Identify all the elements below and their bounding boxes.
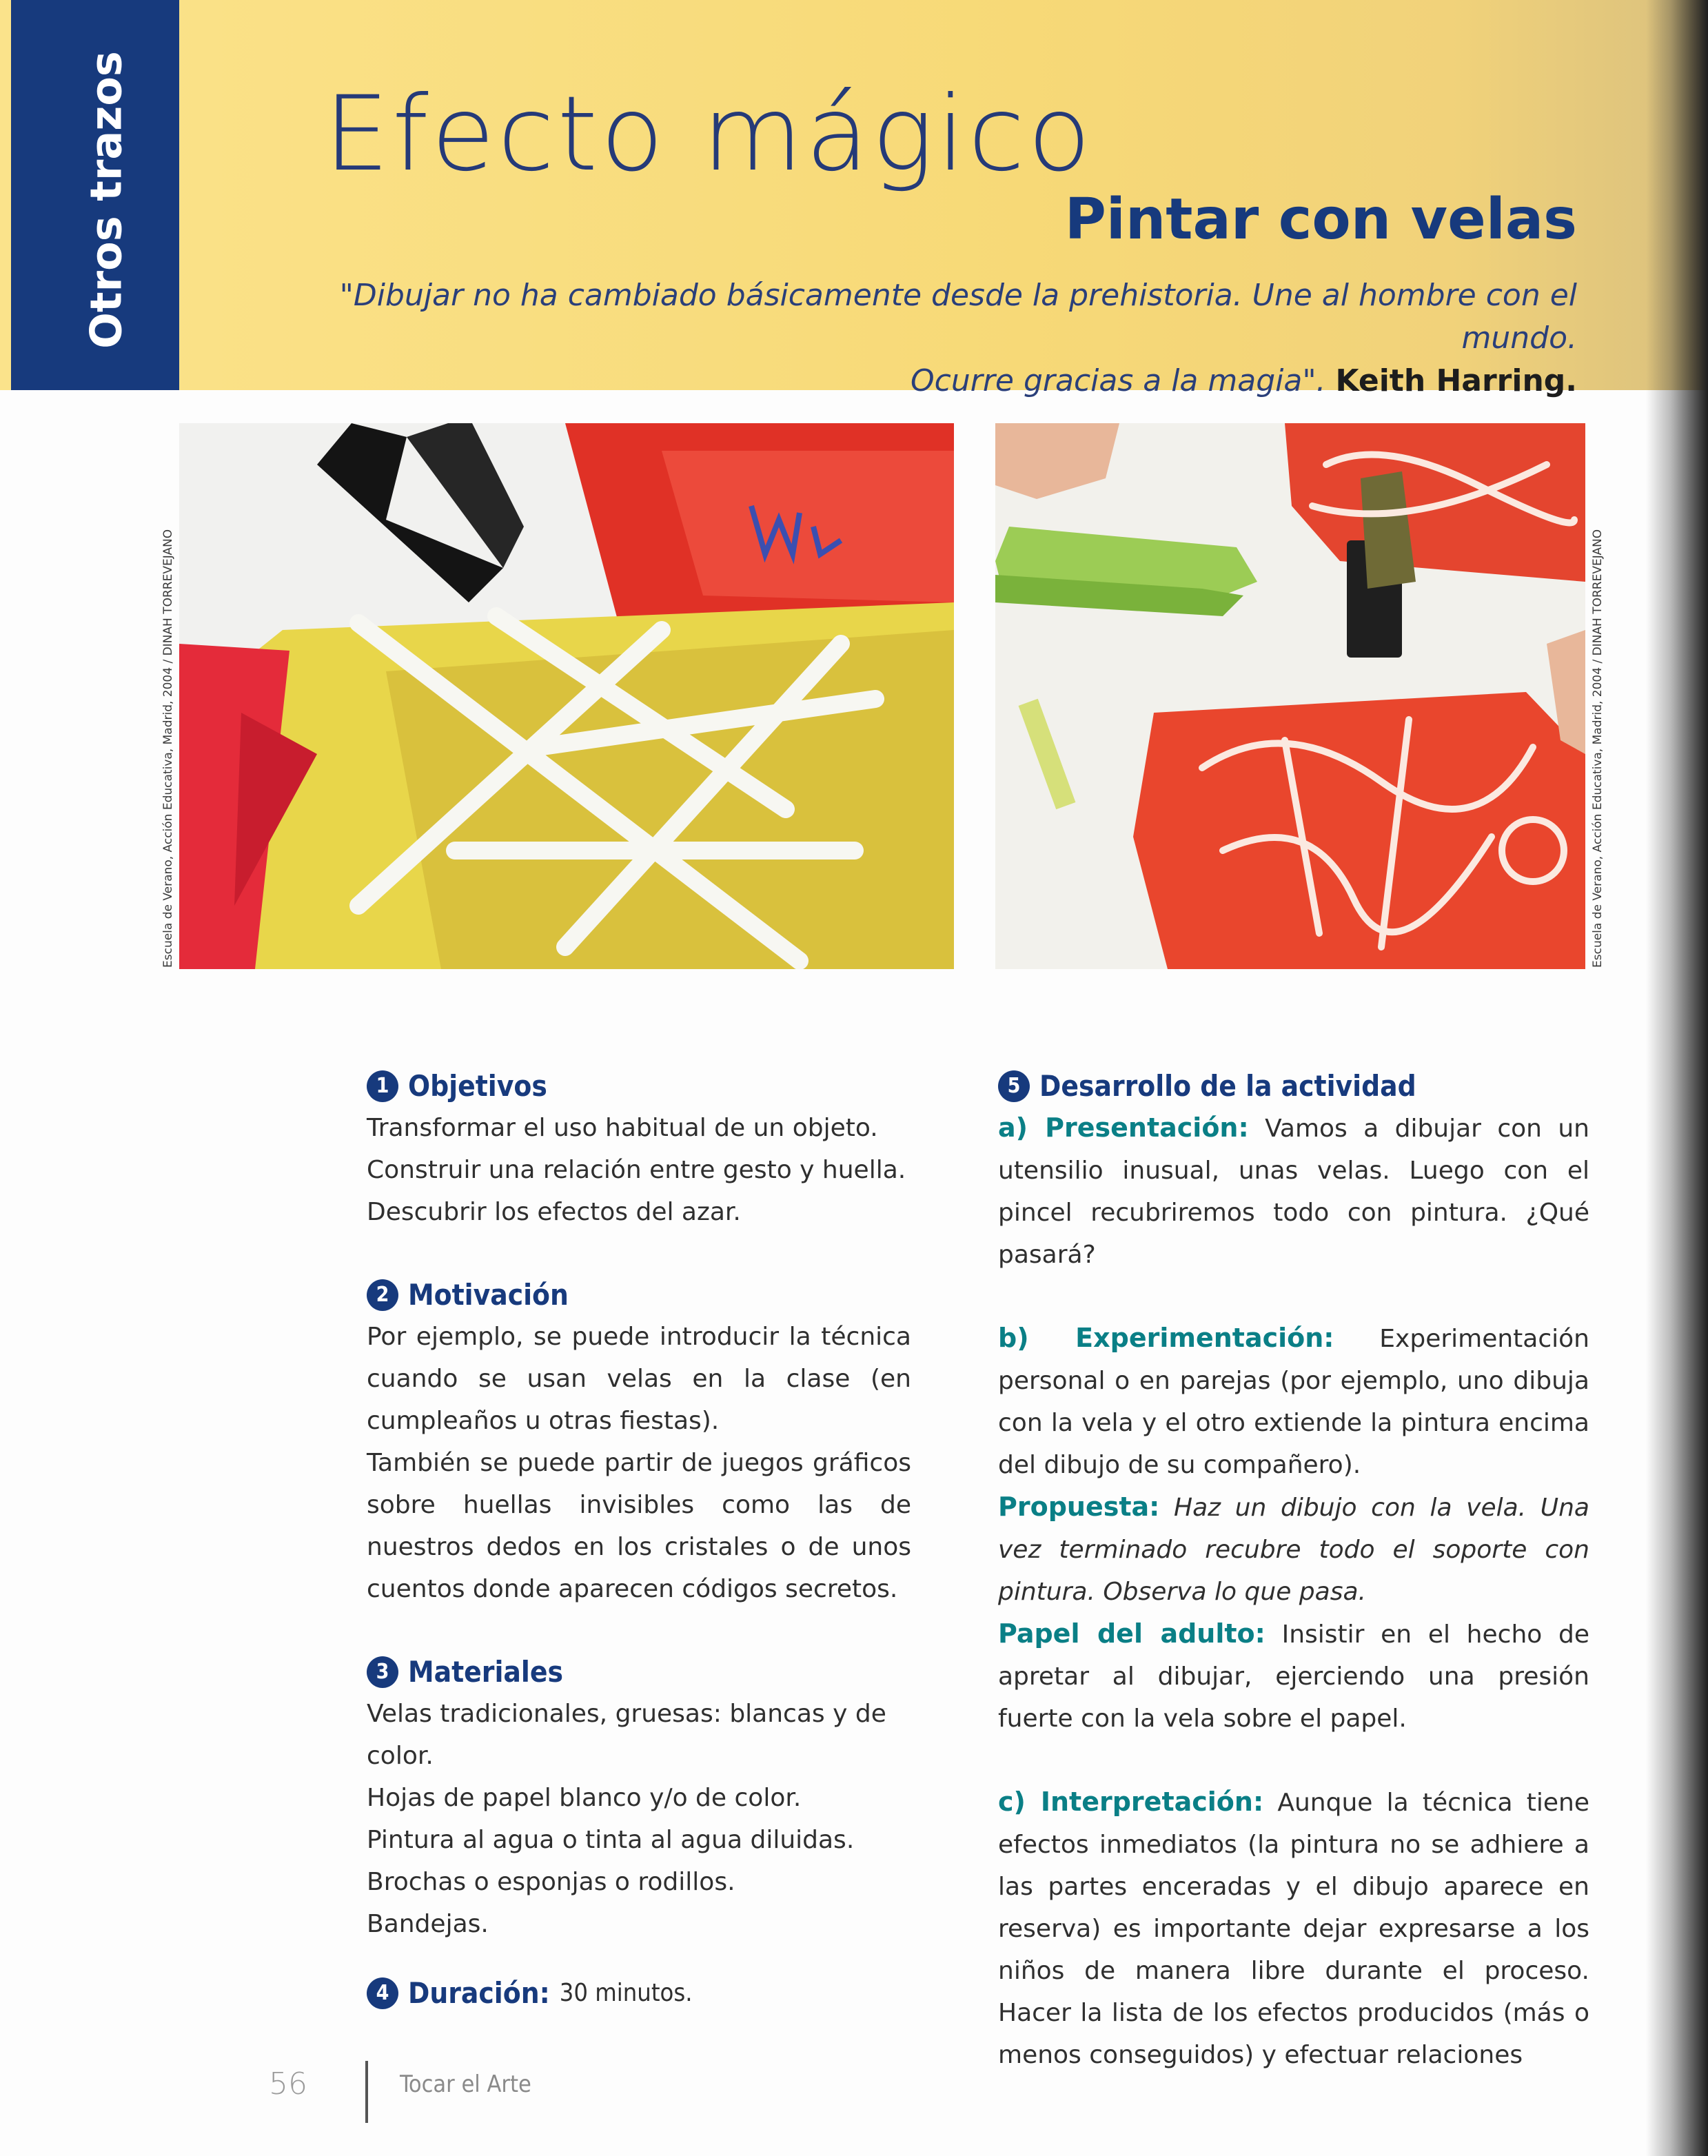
adulto-paragraph	[998, 1613, 1589, 1740]
interpretacion-label: c) Interpretación:	[998, 1787, 1264, 1817]
photo-left	[179, 423, 954, 969]
section-number-badge: 2	[367, 1279, 398, 1311]
section-number-badge: 3	[367, 1656, 398, 1688]
quote-line-2	[267, 360, 1577, 403]
interpretacion-paragraph	[998, 1781, 1589, 2076]
materiales-line: Pintura al agua o tinta al agua diluidas.	[367, 1826, 855, 1854]
materiales-line: Velas tradicionales, gruesas: blancas y de color.	[367, 1700, 886, 1770]
materiales-line: Brochas o esponjas o rodillos.	[367, 1868, 735, 1896]
photo-credit-left: Escuela de Verano, Acción Educativa, Madrid, 2004 / DINAH TORREVEJANO	[161, 529, 175, 968]
quote-line-1: "Dibujar no ha cambiado básicamente desde la prehistoria. Une al hombre con el mundo.	[339, 278, 1577, 356]
materiales-line: Bandejas.	[367, 1910, 489, 1938]
section-title: Desarrollo de la actividad	[1039, 1069, 1416, 1103]
section-desarrollo-heading	[998, 1066, 1589, 1107]
section-duracion-heading	[367, 1973, 911, 2014]
quote	[267, 274, 1577, 403]
motivacion-paragraph-2: También se puede partir de juegos gráficos sobre huellas invisibles como las de nuestros dedos en los cristales o de unos cuentos donde aparecen códigos secretos.	[367, 1449, 911, 1603]
page-subtitle: Pintar con velas	[1064, 187, 1577, 252]
page-number: 56	[269, 2066, 307, 2102]
section-number-badge: 5	[998, 1070, 1030, 1102]
objetivos-line: Descubrir los efectos del azar.	[367, 1198, 741, 1226]
left-column	[367, 1066, 911, 2014]
experimentacion-text: Experimentación personal o en parejas (por ejemplo, uno dibuja con la vela y el otro extiende la pintura encima del dibujo de su compañero).	[998, 1325, 1589, 1479]
objetivos-line: Transformar el uso habitual de un objeto.	[367, 1114, 878, 1142]
section-motivacion-heading	[367, 1274, 911, 1316]
photo-right	[995, 423, 1585, 969]
duracion-value: 30 minutos.	[559, 1979, 693, 2007]
footer-divider	[365, 2061, 368, 2123]
section-title: Materiales	[408, 1655, 563, 1689]
page-title: Efecto mágico	[324, 74, 1094, 194]
section-title: Motivación	[408, 1278, 569, 1312]
book-title: Tocar el Arte	[400, 2071, 531, 2098]
materiales-line: Hojas de papel blanco y/o de color.	[367, 1784, 802, 1812]
side-tab	[11, 0, 179, 390]
presentacion-text: Vamos a dibujar con un utensilio inusual, unas velas. Luego con el pincel recubriremos todo con pintura. ¿Qué pasará?	[998, 1115, 1589, 1269]
experimentacion-label: b) Experimentación:	[998, 1323, 1334, 1353]
photo-left-image	[179, 423, 954, 969]
section-title: Objetivos	[408, 1069, 547, 1103]
presentacion-paragraph	[998, 1107, 1589, 1276]
section-number-badge: 4	[367, 1977, 398, 2009]
propuesta-text: Haz un dibujo con la vela. Una vez terminado recubre todo el soporte con pintura. Observa lo que pasa.	[998, 1494, 1589, 1606]
quote-line-2-text: Ocurre gracias a la magia".	[911, 363, 1326, 398]
objetivos-line: Construir una relación entre gesto y huella.	[367, 1156, 906, 1184]
section-title: Duración:	[408, 1976, 550, 2010]
propuesta-paragraph	[998, 1486, 1589, 1613]
presentacion-label: a) Presentación:	[998, 1112, 1249, 1143]
section-materiales-heading	[367, 1651, 911, 1693]
adulto-label: Papel del adulto:	[998, 1618, 1265, 1649]
section-number-badge: 1	[367, 1070, 398, 1102]
section-objetivos-heading	[367, 1066, 911, 1107]
motivacion-paragraph-1: Por ejemplo, se puede introducir la técnica cuando se usan velas en la clase (en cumpleaños u otras fiestas).	[367, 1323, 911, 1435]
side-tab-label: Otros trazos	[81, 51, 132, 349]
interpretacion-text: Aunque la técnica tiene efectos inmediatos (la pintura no se adhiere a las partes enceradas y el dibujo aparece en reserva) es importante dejar expresarse a los niños de manera libre durante el proceso. Hacer la lista de los efectos producidos (más o menos conseguidos) y efectuar relaciones	[998, 1789, 1589, 2069]
photo-right-image	[995, 423, 1585, 969]
photo-credit-right: Escuela de Verano, Acción Educativa, Madrid, 2004 / DINAH TORREVEJANO	[1591, 529, 1605, 968]
experimentacion-paragraph	[998, 1317, 1589, 1486]
adulto-text: Insistir en el hecho de apretar al dibujar, ejerciendo una presión fuerte con la vela sobre el papel.	[998, 1620, 1589, 1733]
quote-author: Keith Harring.	[1335, 363, 1577, 398]
page-gutter-shadow	[1646, 0, 1708, 2156]
propuesta-label: Propuesta:	[998, 1492, 1160, 1522]
right-column	[998, 1066, 1589, 2076]
